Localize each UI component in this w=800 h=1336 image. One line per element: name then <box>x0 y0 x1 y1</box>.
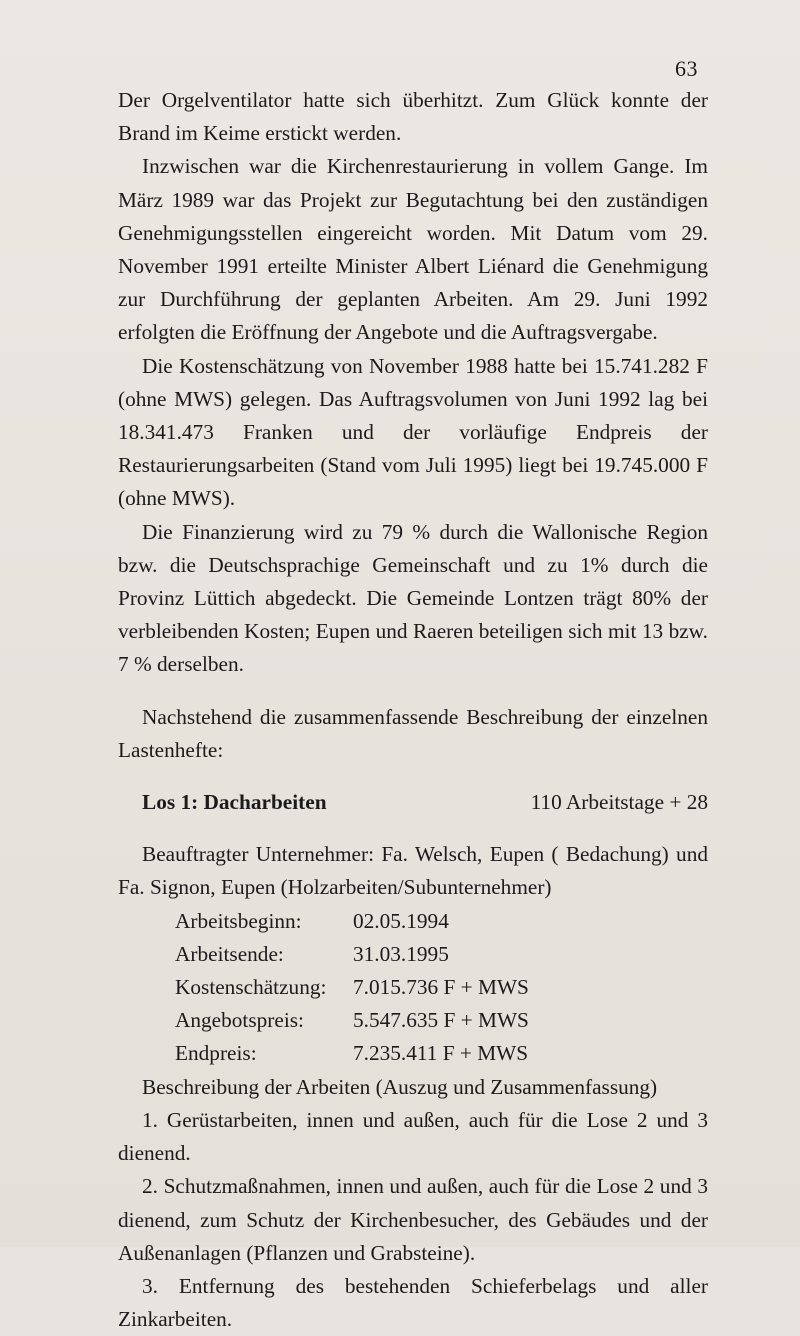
los-details <box>118 905 708 1071</box>
los-title: Los 1: Dacharbeiten <box>142 790 327 815</box>
list-item: 2. Schutzmaßnahmen, innen und außen, auch für die Lose 2 und 3 dienend, zum Schutz der Kirchenbesucher, des Gebäudes und der Außenanlagen (Pflanzen und Grabsteine). <box>118 1174 708 1265</box>
description-heading: Beschreibung der Arbeiten (Auszug und Zusammenfassung) <box>142 1074 658 1099</box>
detail-label: Endpreis: <box>175 1041 257 1066</box>
detail-label: Angebotspreis: <box>175 1008 304 1033</box>
detail-value: 7.235.411 F + MWS <box>353 1041 529 1066</box>
paragraph: Der Orgelventilator hatte sich überhitzt. Zum Glück konnte der Brand im Keime erstickt werden. <box>118 88 708 146</box>
list-item: 1. Gerüstarbeiten, innen und außen, auch für die Lose 2 und 3 dienend. <box>118 1107 708 1166</box>
detail-label: Arbeitsende: <box>175 941 284 966</box>
detail-value: 5.547.635 F + MWS <box>353 1008 529 1033</box>
paragraph: Nachstehend die zusammenfassende Beschreibung der einzelnen Lastenhefte: <box>118 704 708 762</box>
los-contractor: Beauftragter Unternehmer: Fa. Welsch, Eupen ( Bedachung) und Fa. Signon, Eupen (Holzarbeiten/Subunternehmer) <box>118 842 708 900</box>
detail-value: 7.015.736 F + MWS <box>353 975 529 1000</box>
page-number: 63 <box>675 56 698 81</box>
los-duration: 110 Arbeitstage + 28 <box>530 790 708 815</box>
paragraph: Inzwischen war die Kirchenrestaurierung in vollem Gange. Im März 1989 war das Projekt zur Begutachtung bei den zuständigen Genehmigungsstellen eingereicht worden. Mit Datum vom 29. November 1991 erteilte Minister Albert Liénard die Genehmigung zur Durchführung der geplanten Arbeiten. Am 29. Juni 1992 erfolgten die Eröffnung der Angebote und die Auftragsvergabe. <box>118 154 708 345</box>
detail-value: 02.05.1994 <box>353 908 449 933</box>
paragraph: Die Finanzierung wird zu 79 % durch die Wallonische Region bzw. die Deutschsprachige Gemeinschaft und zu 1% durch die Provinz Lüttich abgedeckt. Die Gemeinde Lontzen trägt 80% der verbleibenden Kosten; Eupen und Raeren beteiligen sich mit 13 bzw. 7 % derselben. <box>118 519 708 677</box>
body-text <box>118 84 708 1336</box>
detail-label: Kostenschätzung: <box>175 975 327 1000</box>
paragraph: Die Kostenschätzung von November 1988 hatte bei 15.741.282 F (ohne MWS) gelegen. Das Auftragsvolumen von Juni 1992 lag bei 18.341.473 Franken und der vorläufige Endpreis der Restaurierungsarbeiten (Stand vom Juli 1995) liegt bei 19.745.000 F (ohne MWS). <box>118 353 708 511</box>
detail-label: Arbeitsbeginn: <box>175 908 302 933</box>
detail-value: 31.03.1995 <box>353 941 449 966</box>
los-heading <box>118 786 708 819</box>
list-item: 3. Entfernung des bestehenden Schieferbelags und aller Zinkarbeiten. <box>118 1273 708 1332</box>
